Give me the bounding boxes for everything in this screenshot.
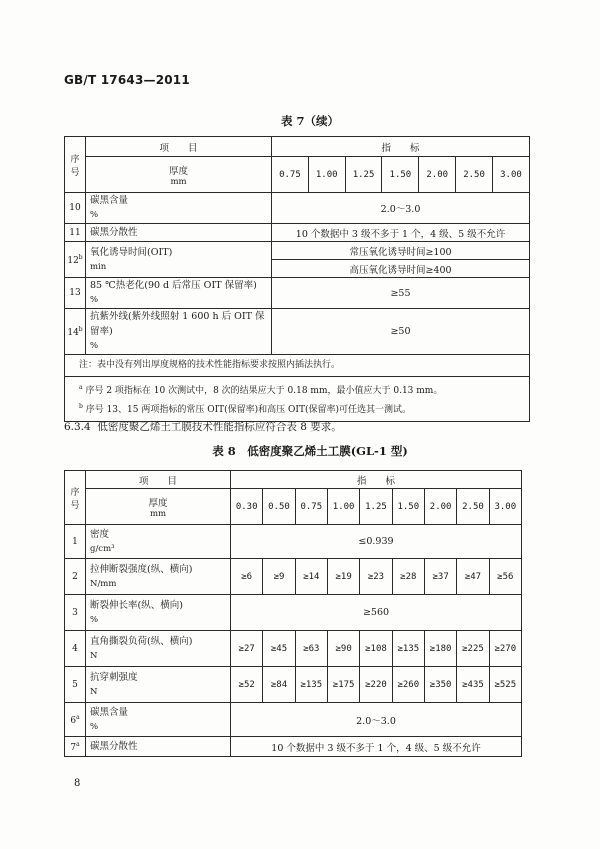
thickness-col: 0.30	[231, 489, 263, 525]
table-row	[65, 193, 530, 224]
row-seq: 10	[65, 193, 86, 224]
row-value: 2.0～3.0	[272, 193, 530, 224]
item-header: 项 目	[86, 471, 231, 489]
row-value: ≥525	[489, 667, 521, 703]
table8-caption: 表 8 低密度聚乙烯土工膜(GL-1 型)	[212, 444, 408, 458]
thickness-col: 1.25	[360, 489, 392, 525]
row-value: ≥225	[457, 631, 489, 667]
row-item: 直角撕裂负荷(纵、横向) N	[86, 631, 231, 667]
row-item: 碳黑分散性	[86, 737, 231, 757]
row-value: ≥56	[489, 559, 521, 595]
row-value: ≥37	[424, 559, 456, 595]
table7-caption: 表 7（续）	[280, 114, 339, 128]
table8	[64, 470, 522, 757]
row-value: ≥27	[231, 631, 263, 667]
item-header: 项 目	[86, 137, 272, 157]
row-value: ≥175	[327, 667, 359, 703]
table-row	[65, 559, 522, 595]
thickness-col: 1.50	[382, 157, 419, 193]
row-value: ≥435	[457, 667, 489, 703]
thickness-col: 1.00	[327, 489, 359, 525]
row-item: 碳黑含量 %	[86, 193, 272, 224]
table-row	[65, 737, 522, 757]
thickness-col: 0.75	[295, 489, 327, 525]
table-row	[65, 242, 530, 260]
row-value: ≤0.939	[231, 525, 522, 559]
row-value: ≥19	[327, 559, 359, 595]
row-item: 氧化诱导时间(OIT) min	[86, 242, 272, 278]
table-row	[65, 667, 522, 703]
row-item: 断裂伸长率(纵、横向) %	[86, 595, 231, 631]
thickness-col: 2.00	[419, 157, 456, 193]
table-footnotes: $^a$ 序号 2 项指标在 10 次测试中，8 次的结果应大于 0.18 mm，最小值应大于 0.13 mm。 $^b$ 序号 13、15 两项指标的常压 OIT(保留率)和高压 OIT(保留率)可任选其一测试。	[65, 377, 530, 422]
thickness-header: 厚度 mm	[86, 157, 272, 193]
row-value: 10 个数据中 3 级不多于 1 个，4 级、5 级不允许	[272, 224, 530, 242]
table-row	[65, 224, 530, 242]
row-value: ≥220	[360, 667, 392, 703]
row-value: 高压氧化诱导时间≥400	[272, 260, 530, 278]
thickness-header: 厚度 mm	[86, 489, 231, 525]
spec-header: 指 标	[272, 137, 530, 157]
thickness-col: 1.25	[345, 157, 382, 193]
row-seq: 1	[65, 525, 86, 559]
row-value: ≥90	[327, 631, 359, 667]
row-item: 拉伸断裂强度(纵、横向) N/mm	[86, 559, 231, 595]
thickness-col: 1.00	[308, 157, 345, 193]
row-value: ≥47	[457, 559, 489, 595]
row-value: ≥28	[392, 559, 424, 595]
row-value: ≥270	[489, 631, 521, 667]
thickness-col: 0.75	[272, 157, 309, 193]
row-seq: 7$^a$	[65, 737, 86, 757]
thickness-col: 0.50	[263, 489, 295, 525]
row-value: ≥23	[360, 559, 392, 595]
row-seq: 6$^a$	[65, 703, 86, 737]
seq-header: 序号	[65, 137, 86, 193]
table7	[64, 136, 530, 422]
row-seq: 11	[65, 224, 86, 242]
row-seq: 4	[65, 631, 86, 667]
row-item: 85 ℃热老化(90 d 后常压 OIT 保留率) %	[86, 278, 272, 309]
row-seq: 3	[65, 595, 86, 631]
thickness-col: 1.50	[392, 489, 424, 525]
row-value: ≥63	[295, 631, 327, 667]
thickness-col: 3.00	[489, 489, 521, 525]
table-row	[65, 309, 530, 355]
row-value: ≥52	[231, 667, 263, 703]
row-item: 抗穿刺强度 N	[86, 667, 231, 703]
row-value: ≥45	[263, 631, 295, 667]
row-item: 密度 g/cm³	[86, 525, 231, 559]
seq-header: 序号	[65, 471, 86, 525]
row-item: 抗紫外线(紫外线照射 1 600 h 后 OIT 保留率) %	[86, 309, 272, 355]
table-note: 注：表中没有列出厚度规格的技术性能指标要求按照内插法执行。	[65, 355, 530, 377]
row-value: ≥55	[272, 278, 530, 309]
row-seq: 13	[65, 278, 86, 309]
table-row	[65, 278, 530, 309]
thickness-col: 2.50	[456, 157, 493, 193]
row-value: 2.0～3.0	[231, 703, 522, 737]
table-row	[65, 595, 522, 631]
page-number: 8	[74, 778, 81, 789]
row-value: ≥6	[231, 559, 263, 595]
row-seq: 2	[65, 559, 86, 595]
row-value: ≥84	[263, 667, 295, 703]
row-value: 10 个数据中 3 级不多于 1 个，4 级、5 级不允许	[231, 737, 522, 757]
standard-code: GB/T 17643—2011	[64, 73, 190, 87]
section-6-3-4: 6.3.4 低密度聚乙烯土工膜技术性能指标应符合表 8 要求。	[64, 421, 342, 433]
thickness-col: 3.00	[492, 157, 529, 193]
row-value: ≥260	[392, 667, 424, 703]
row-value: ≥50	[272, 309, 530, 355]
row-value: 常压氧化诱导时间≥100	[272, 242, 530, 260]
row-seq: 12$^b$	[65, 242, 86, 278]
row-value: ≥9	[263, 559, 295, 595]
row-value: ≥14	[295, 559, 327, 595]
row-value: ≥180	[424, 631, 456, 667]
thickness-col: 2.00	[424, 489, 456, 525]
row-value: ≥108	[360, 631, 392, 667]
row-item: 碳黑分散性	[86, 224, 272, 242]
spec-header: 指 标	[231, 471, 522, 489]
row-value: ≥560	[231, 595, 522, 631]
thickness-col: 2.50	[457, 489, 489, 525]
table-row	[65, 631, 522, 667]
row-value: ≥350	[424, 667, 456, 703]
row-value: ≥135	[295, 667, 327, 703]
row-item: 碳黑含量 %	[86, 703, 231, 737]
row-seq: 14$^b$	[65, 309, 86, 355]
table-row	[65, 525, 522, 559]
row-seq: 5	[65, 667, 86, 703]
table-row	[65, 703, 522, 737]
row-value: ≥135	[392, 631, 424, 667]
